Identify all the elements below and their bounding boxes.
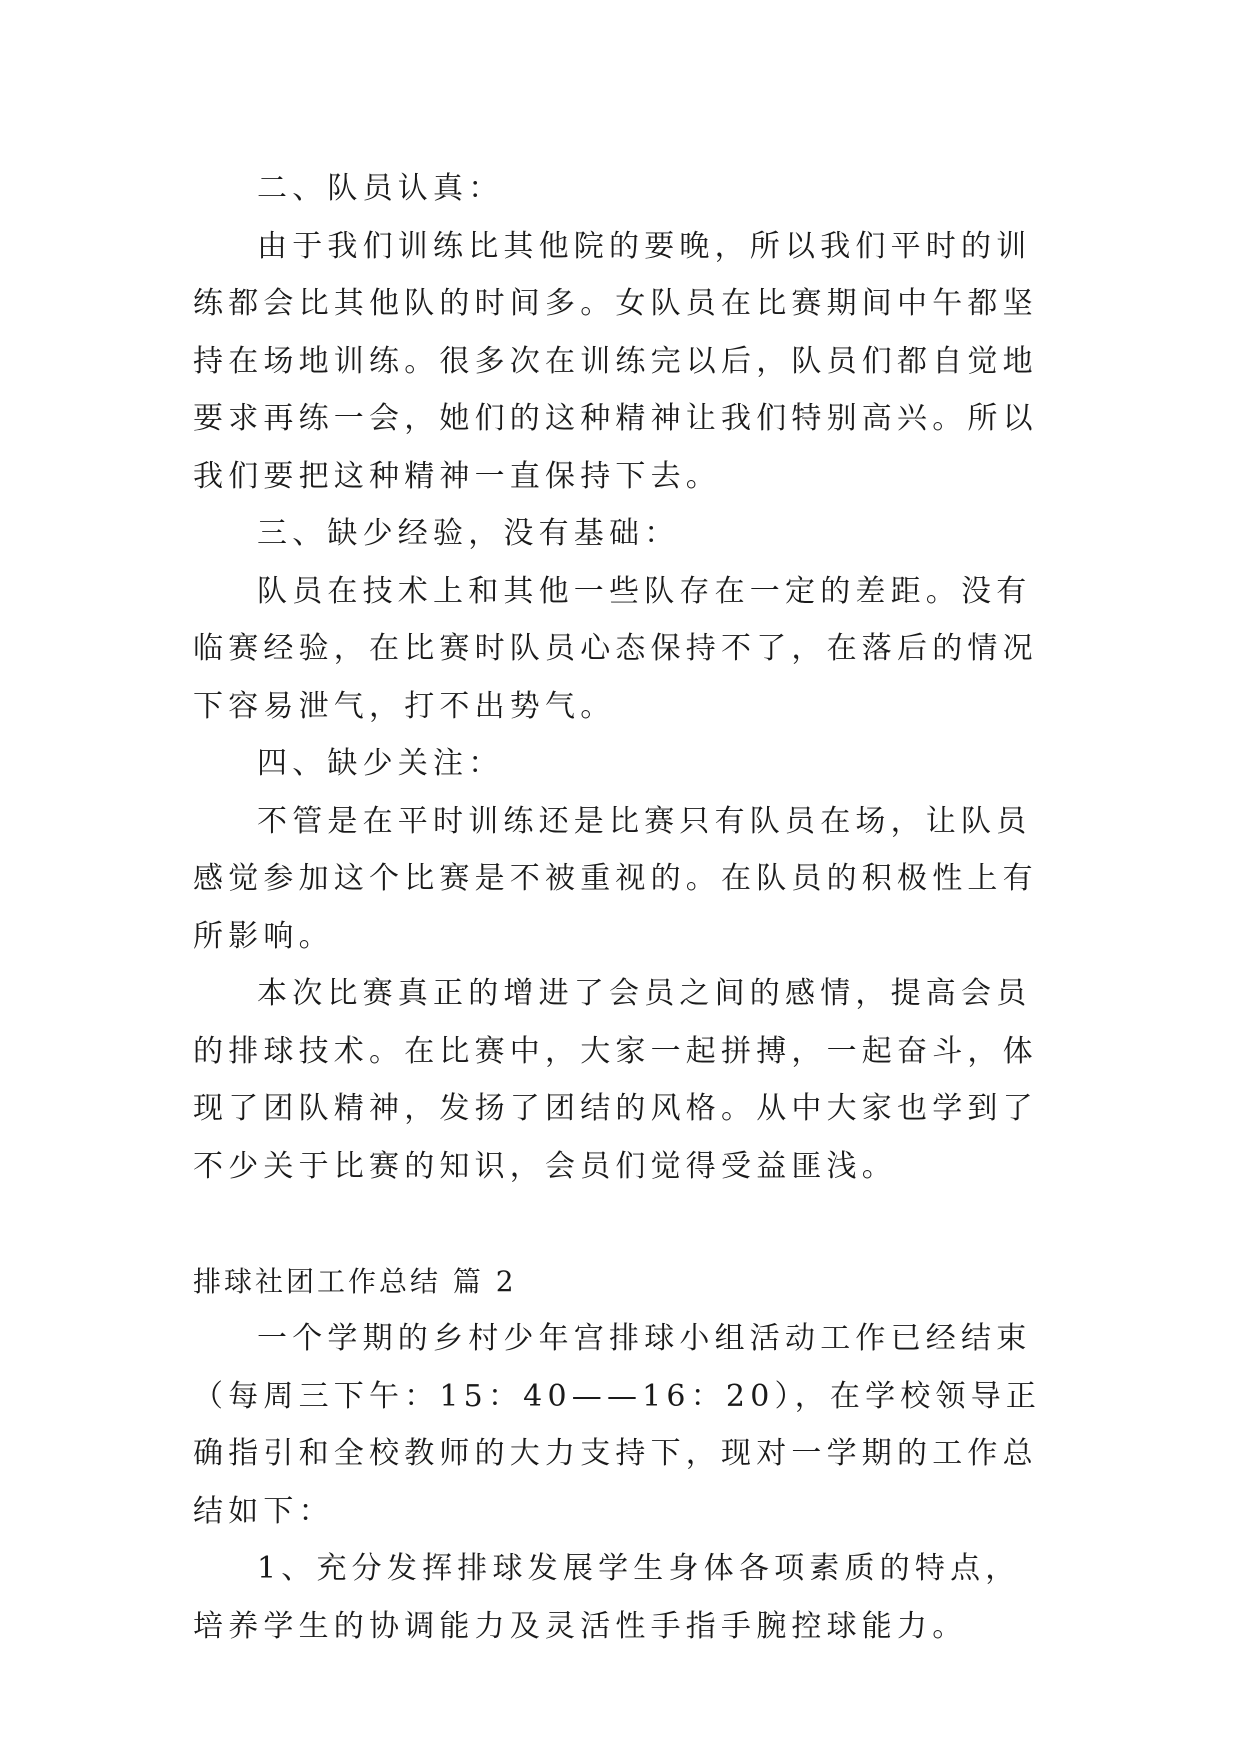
section-gap (193, 1195, 1053, 1253)
paragraph-training-dedication: 由于我们训练比其他院的要晚，所以我们平时的训练都会比其他队的时间多。女队员在比赛期间中午都坚持在场地训练。很多次在训练完以后，队员们都自觉地要求再练一会，她们的这种精神让我们特别高兴。所以我们要把这种精神一直保持下去。 (193, 228, 1038, 494)
heading-lack-experience: 三、缺少经验，没有基础： (257, 516, 680, 551)
paragraph-point-1: 1、充分发挥排球发展学生身体各项素质的特点，培养学生的协调能力及灵活性手指手腕控球能力。 (193, 1551, 1021, 1644)
paragraph-not-valued: 不管是在平时训练还是比赛只有队员在场，让队员感觉参加这个比赛是不被重视的。在队员的积极性上有所影响。 (193, 803, 1038, 954)
document-body (193, 160, 1053, 1655)
heading-lack-attention: 四、缺少关注： (257, 746, 504, 781)
heading-team-members-serious: 二、队员认真： (257, 171, 504, 206)
paragraph-conclusion: 本次比赛真正的增进了会员之间的感情，提高会员的排球技术。在比赛中，大家一起拼搏，一起奋斗，体现了团队精神，发扬了团结的风格。从中大家也学到了不少关于比赛的知识，会员们觉得受益匪浅。 (193, 976, 1038, 1184)
section-title: 排球社团工作总结 篇 2 (193, 1264, 517, 1298)
paragraph-skill-gap: 队员在技术上和其他一些队存在一定的差距。没有临赛经验，在比赛时队员心态保持不了，在落后的情况下容易泄气，打不出势气。 (193, 573, 1038, 724)
paragraph-semester-intro: 一个学期的乡村少年宫排球小组活动工作已经结束（每周三下午：15：40——16：20），在学校领导正确指引和全校教师的大力支持下，现对一学期的工作总结如下： (193, 1321, 1042, 1529)
